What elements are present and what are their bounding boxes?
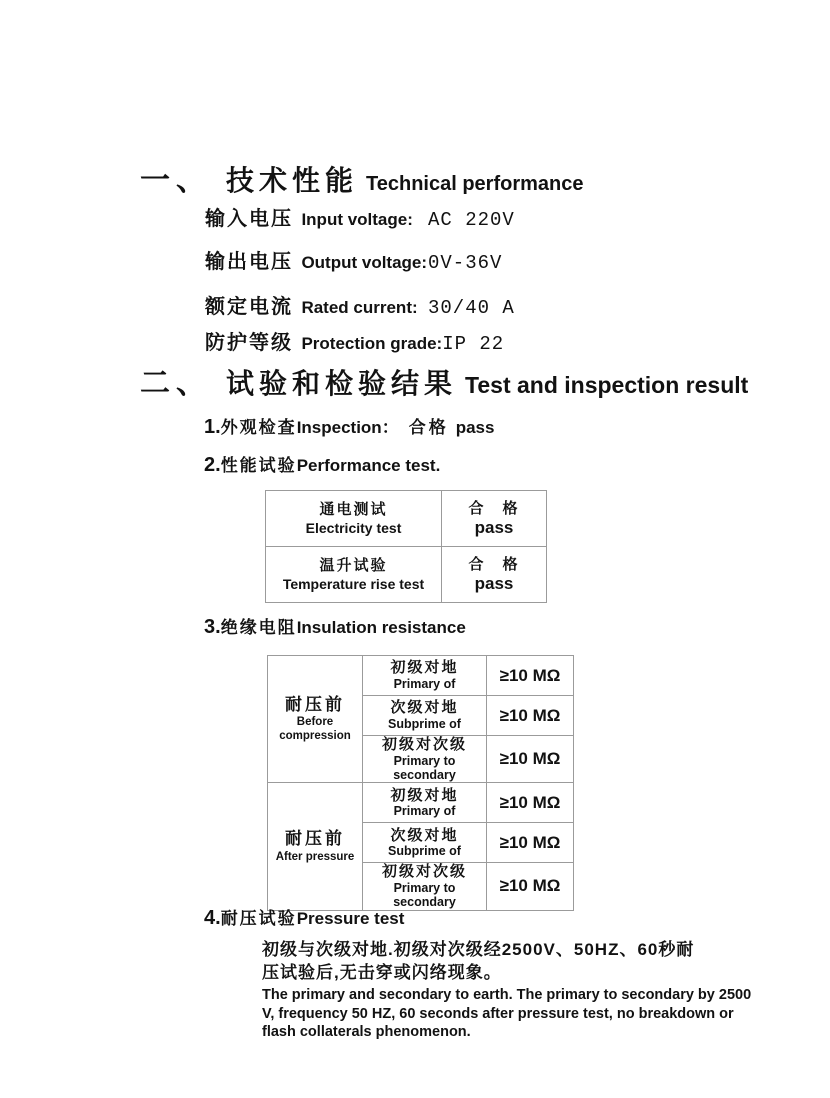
temperature-rise-test-result-en: pass [474,573,514,593]
spec-output-voltage-value: 0V-36V [428,252,503,274]
spec-rated-current-label-en: Rated current: [301,298,418,317]
item-performance-number: 2. [204,454,221,476]
value-cell: ≥10 MΩ [487,736,574,783]
item-inspection-number: 1. [204,416,221,438]
electricity-test-zh: 通电测试 [319,500,388,518]
item-inspection-result-en: pass [455,418,495,437]
section-1-title-zh: 技术性能 [226,165,359,196]
param-label-en: Subprime of [388,844,461,859]
item-performance-label-en: Performance test. [296,456,441,475]
section-2-title-zh: 试验和检验结果 [226,368,458,399]
item-pressure-label-zh: 耐压试验 [220,909,297,928]
spec-output-voltage [205,245,502,274]
spec-input-voltage-label-zh: 输入电压 [205,208,293,230]
item-insulation-resistance [204,613,466,639]
insulation-resistance-table [267,655,574,911]
section-2-number: 二、 [140,367,212,400]
spec-output-voltage-label-zh: 输出电压 [205,251,293,273]
spec-protection-grade-label-en: Protection grade: [301,334,443,353]
spec-input-voltage-value: AC 220V [428,209,515,231]
param-label-zh: 初级对次级 [381,736,467,753]
param-cell [363,736,487,783]
spec-protection-grade-value: IP 22 [442,333,505,355]
temperature-rise-test-result-zh: 合 格 [468,556,520,574]
item-performance-test [204,451,440,477]
spec-protection-grade-label [205,326,442,355]
spec-input-voltage-label [205,202,428,231]
before-compression-label-en: Before compression [279,716,351,743]
param-label-zh: 次级对地 [390,826,459,844]
table-row [266,547,547,603]
electricity-test-result-zh: 合 格 [468,500,520,518]
table-row [268,656,574,696]
pressure-note-en: The primary and secondary to earth. The primary to secondary by 2500 V, frequency 50 HZ, 60 seconds after pressure test, no breakdown or flash collaterals phenomenon. [262,987,752,1040]
param-label-zh: 次级对地 [390,699,459,717]
performance-test-table [265,490,547,603]
param-cell [363,656,487,696]
spec-input-voltage [205,202,515,231]
item-pressure-number: 4. [204,907,221,929]
param-cell [363,863,487,910]
param-cell [363,696,487,736]
section-1-title-en: Technical performance [366,173,584,195]
item-insulation-label-zh: 绝缘电阻 [220,618,297,637]
pressure-note-zh: 初级与次级对地.初级对次级经2500V、50HZ、60秒耐压试验后,无击穿或闪络现象。 [262,940,695,982]
item-inspection-result-zh: 合格 [408,418,449,437]
after-pressure-group-cell [268,783,363,910]
spec-output-voltage-label-en: Output voltage: [301,253,428,272]
section-2-heading [140,358,748,402]
spec-rated-current-label-zh: 额定电流 [205,296,293,318]
value-cell: ≥10 MΩ [487,783,574,823]
before-compression-group-cell [268,656,363,783]
spec-protection-grade-label-zh: 防护等级 [205,332,293,354]
param-label-zh: 初级对地 [390,659,459,677]
item-performance-label-zh: 性能试验 [220,456,297,475]
param-cell [363,823,487,863]
electricity-test-en: Electricity test [305,520,402,537]
table-row [266,491,547,547]
item-inspection [204,413,494,439]
after-pressure-label-zh: 耐压前 [285,829,345,849]
electricity-test-cell [266,491,442,547]
item-pressure-test [204,904,404,930]
temperature-rise-test-en: Temperature rise test [282,576,425,593]
param-cell [363,783,487,823]
table-row [268,783,574,823]
section-1-number: 一、 [140,164,212,197]
param-label-en: Primary to secondary [393,881,456,909]
item-insulation-number: 3. [204,616,221,638]
spec-rated-current [205,290,515,319]
before-compression-label-zh: 耐压前 [285,695,345,715]
item-inspection-label-zh: 外观检查 [220,418,297,437]
section-1-heading [140,155,584,199]
after-pressure-label-en: After pressure [275,850,355,863]
value-cell: ≥10 MΩ [487,696,574,736]
param-label-en: Primary to secondary [393,753,456,782]
section-2-title-en: Test and inspection result [465,372,749,398]
electricity-test-result-en: pass [474,517,514,537]
param-label-en: Primary of [393,804,456,819]
spec-protection-grade [205,326,504,355]
value-cell: ≥10 MΩ [487,656,574,696]
param-label-en: Subprime of [388,717,461,731]
value-cell: ≥10 MΩ [487,863,574,910]
spec-input-voltage-label-en: Input voltage: [301,210,413,229]
param-label-en: Primary of [393,677,456,691]
param-label-zh: 初级对次级 [381,863,467,881]
spec-rated-current-value: 30/40 A [428,297,515,319]
temperature-rise-test-result-cell [442,547,547,603]
electricity-test-result-cell [442,491,547,547]
spec-output-voltage-label [205,245,428,274]
item-pressure-label-en: Pressure test [296,909,405,928]
param-label-zh: 初级对地 [390,786,459,804]
item-insulation-label-en: Insulation resistance [296,618,466,637]
value-cell: ≥10 MΩ [487,823,574,863]
temperature-rise-test-zh: 温升试验 [319,556,388,574]
spec-rated-current-label [205,290,428,319]
temperature-rise-test-cell [266,547,442,603]
item-inspection-label-en: Inspection： [296,418,399,437]
